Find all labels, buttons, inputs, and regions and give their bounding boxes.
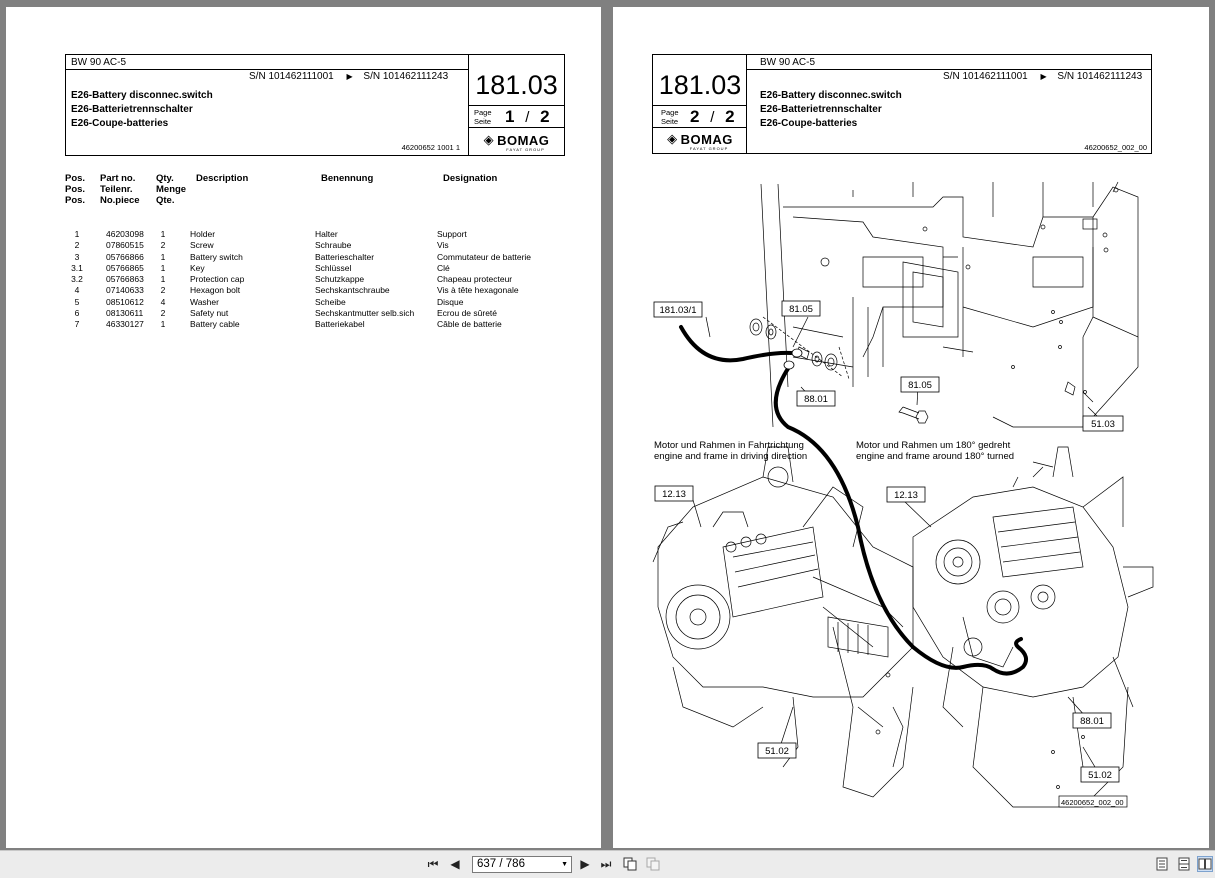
viewer-toolbar: [0, 850, 1215, 878]
header-box: [65, 54, 565, 156]
serial-range: [249, 71, 448, 82]
callout-label: 88.01: [804, 394, 828, 405]
table-cell-des: Câble de batterie: [437, 319, 502, 330]
table-cell-part: 05766866: [106, 251, 144, 262]
callout-group: [654, 301, 1123, 782]
table-cell-des: Chapeau protecteur: [437, 274, 513, 285]
page-slash-right: /: [710, 109, 715, 126]
first-page-icon: ⏮: [427, 856, 439, 871]
table-cell-part: 05766865: [106, 262, 144, 273]
last-page-button[interactable]: [598, 856, 614, 872]
table-cell-qty: 4: [160, 296, 166, 307]
caption-left-en: engine and frame in driving direction: [654, 451, 808, 462]
col-pos-fr: Pos.: [65, 195, 86, 206]
col-header-part: [100, 173, 140, 206]
col-header-pos: [65, 173, 85, 206]
document-page-right: [613, 7, 1209, 848]
table-cell-part: 46203098: [106, 229, 144, 239]
table-cell-des: Disque: [437, 296, 464, 307]
caption-right-en: engine and frame around 180° turned: [856, 451, 1015, 462]
single-page-icon: [1156, 857, 1168, 871]
title-de-right: E26-Batterietrennschalter: [760, 104, 882, 115]
callout-label: 81.05: [908, 380, 932, 391]
title-fr-right: E26-Coupe-batteries: [760, 118, 858, 129]
serial-from: S/N 101462111001: [249, 71, 334, 82]
table-cell-desc: Washer: [190, 296, 219, 307]
table-cell-qty: 2: [160, 240, 166, 251]
table-cell-part: 08130611: [106, 308, 144, 319]
callout-label: 12.13: [894, 490, 918, 501]
table-cell-pos: 3.1: [71, 262, 83, 273]
model-label-right: BW 90 AC-5: [760, 57, 816, 68]
table-cell-pos: 3: [74, 251, 80, 262]
table-row: [64, 240, 547, 251]
table-cell-ben: Schutzkappe: [315, 274, 365, 285]
page-slash: /: [525, 109, 530, 126]
serial-to-right: S/N 101462111243: [1057, 71, 1143, 82]
doc-number-right: 46200652_002_00: [1084, 143, 1147, 152]
col-pos-de: Pos.: [65, 184, 86, 195]
table-cell-ben: Batterieschalter: [315, 251, 375, 262]
table-cell-des: Vis: [437, 240, 449, 251]
col-part-en: Part no.: [100, 173, 136, 184]
header-main-cell: [66, 55, 469, 155]
single-page-view-button[interactable]: [1155, 856, 1169, 872]
copy-page-icon: [623, 857, 637, 871]
table-cell-des: Support: [437, 229, 467, 239]
table-cell-des: Commutateur de batterie: [437, 251, 532, 262]
table-cell-ben: Schlüssel: [315, 262, 352, 273]
table-cell-desc: Hexagon bolt: [190, 285, 241, 296]
caption-right-de: Motor und Rahmen um 180° gedreht: [856, 440, 1011, 451]
next-page-icon: ▶: [580, 857, 590, 871]
table-cell-des: Clé: [437, 262, 450, 273]
col-header-des: Designation: [443, 173, 498, 184]
table-cell-desc: Battery switch: [190, 251, 243, 262]
table-cell-pos: 6: [74, 308, 80, 319]
last-page-icon: ⏭: [600, 856, 612, 871]
page-label-en-right: Page: [661, 108, 679, 117]
table-cell-desc: Battery cable: [190, 319, 240, 330]
table-cell-qty: 1: [160, 262, 166, 273]
bomag-logo: [469, 129, 564, 155]
col-part-fr: No.piece: [100, 195, 140, 206]
brand-sub: FAYAT GROUP: [506, 147, 545, 152]
table-cell-ben: Schraube: [315, 240, 352, 251]
continuous-view-button[interactable]: [1177, 856, 1191, 872]
table-cell-desc: Screw: [190, 240, 214, 251]
table-cell-qty: 1: [160, 274, 166, 285]
col-pos-en: Pos.: [65, 173, 86, 184]
table-cell-pos: 1: [74, 229, 80, 239]
serial-from-right: S/N 101462111001: [943, 71, 1028, 82]
table-cell-des: Ecrou de sûreté: [437, 308, 498, 319]
page-label-de-right: Seite: [661, 117, 679, 126]
bomag-diamond-icon: ◈: [667, 131, 678, 146]
copy-page-button[interactable]: [622, 856, 638, 872]
brand-name-right: BOMAG: [680, 131, 733, 147]
section-number-right: 181.03: [658, 70, 742, 100]
table-cell-qty: 2: [160, 285, 166, 296]
document-page-left: [6, 7, 601, 848]
exploded-parts-diagram: [613, 7, 1209, 848]
page-total: 2: [540, 107, 550, 126]
col-qty-fr: Qte.: [156, 195, 175, 206]
table-row: [64, 285, 547, 296]
paste-page-icon: [646, 857, 660, 871]
table-row: [64, 297, 547, 308]
two-page-icon: [1198, 858, 1212, 870]
engine-right-drawing: [913, 447, 1153, 807]
table-row: [64, 252, 547, 263]
page-current-right: 2: [690, 107, 700, 126]
title-de: E26-Batterietrennschalter: [71, 104, 193, 115]
brand-name: BOMAG: [497, 132, 550, 148]
title-fr: E26-Coupe-batteries: [71, 118, 169, 129]
callout-label: 181.03/1: [659, 305, 697, 316]
chevron-down-icon: ▼: [561, 861, 568, 868]
page-indicator: 637 / 786: [477, 858, 525, 870]
table-cell-qty: 1: [160, 251, 166, 262]
section-number: 181.03: [475, 70, 558, 100]
doc-number: 46200652 1001 1: [401, 143, 460, 152]
prev-page-button[interactable]: [447, 856, 463, 872]
continuous-page-icon: [1178, 857, 1190, 871]
table-cell-qty: 2: [160, 308, 166, 319]
paste-page-button[interactable]: [645, 856, 661, 872]
page-label: [474, 108, 492, 126]
table-row: [64, 308, 547, 319]
table-cell-des: Vis à tête hexagonale: [437, 285, 519, 296]
col-header-desc: Description: [196, 173, 249, 184]
caption-left-de: Motor und Rahmen in Fahrtrichtung: [654, 440, 804, 451]
callout-label: 88.01: [1080, 716, 1104, 727]
page-label-de: Seite: [474, 117, 492, 126]
table-cell-qty: 1: [160, 319, 166, 330]
callout-label: 81.05: [789, 304, 813, 315]
col-part-de: Teilenr.: [100, 184, 133, 195]
arrow-right-icon: ▶: [346, 72, 353, 81]
table-cell-part: 05766863: [106, 274, 144, 285]
table-row: [64, 319, 547, 330]
header-side-cell: [469, 55, 564, 155]
next-page-button[interactable]: [577, 856, 593, 872]
serial-to: S/N 101462111243: [363, 71, 449, 82]
brand-sub-right: FAYAT GROUP: [689, 146, 729, 151]
page-label-en: Page: [474, 108, 492, 117]
table-cell-pos: 3.2: [71, 274, 83, 285]
two-page-view-button[interactable]: [1197, 856, 1213, 872]
table-cell-desc: Key: [190, 262, 205, 273]
page-total-right: 2: [725, 107, 735, 126]
table-cell-ben: Halter: [315, 229, 338, 239]
table-cell-ben: Sechskantschraube: [315, 285, 390, 296]
page-selector[interactable]: [472, 856, 572, 873]
leader-lines: [693, 317, 1098, 772]
arrow-right-icon: ▶: [1040, 72, 1047, 81]
col-header-qty: [156, 173, 186, 206]
parts-table: [64, 229, 547, 331]
bomag-diamond-icon: ◈: [483, 132, 495, 147]
col-qty-en: Qty.: [156, 173, 174, 184]
col-qty-de: Menge: [156, 184, 187, 195]
callout-label: 12.13: [662, 489, 686, 500]
page-counter: [505, 107, 550, 127]
drawing-number: 46200652_002_00: [1061, 798, 1124, 807]
table-cell-pos: 7: [74, 319, 80, 330]
table-cell-desc: Holder: [190, 229, 216, 239]
table-cell-ben: Sechskantmutter selb.sich: [315, 308, 415, 319]
table-row: [64, 274, 547, 285]
table-cell-part: 08510612: [106, 296, 144, 307]
table-cell-ben: Scheibe: [315, 296, 346, 307]
table-cell-pos: 5: [74, 296, 80, 307]
table-cell-ben: Batteriekabel: [315, 319, 365, 330]
table-row: [64, 263, 547, 274]
table-cell-part: 07140633: [106, 285, 144, 296]
table-cell-part: 07860515: [106, 240, 144, 251]
table-cell-desc: Safety nut: [190, 308, 229, 319]
table-cell-qty: 1: [160, 229, 166, 239]
page-current: 1: [505, 107, 515, 126]
model-label: BW 90 AC-5: [71, 57, 127, 68]
table-cell-desc: Protection cap: [190, 274, 245, 285]
title-block: [71, 89, 213, 131]
callout-label: 51.03: [1091, 419, 1115, 430]
title-en-right: E26-Battery disconnec.switch: [760, 90, 902, 101]
title-en: E26-Battery disconnec.switch: [71, 90, 213, 101]
table-cell-pos: 2: [74, 240, 80, 251]
first-page-button[interactable]: [425, 856, 441, 872]
table-cell-pos: 4: [74, 285, 80, 296]
col-header-ben: Benennung: [321, 173, 374, 184]
callout-label: 51.02: [1088, 770, 1112, 781]
table-row: [64, 229, 547, 240]
prev-page-icon: ◀: [450, 857, 460, 871]
callout-label: 51.02: [765, 746, 789, 757]
table-cell-part: 46330127: [106, 319, 144, 330]
